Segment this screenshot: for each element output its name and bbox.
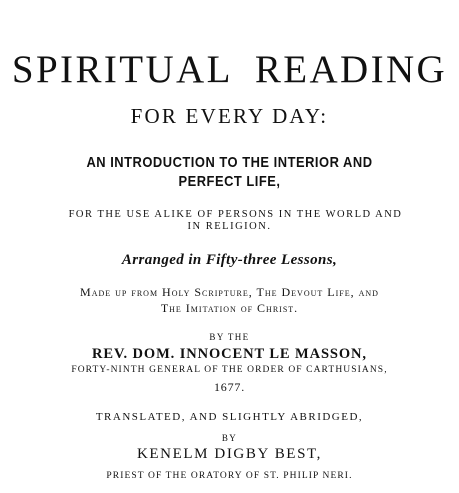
audience-line-1: FOR THE USE ALIKE OF PERSONS IN THE WORLD AND <box>68 209 403 220</box>
book-subtitle: FOR EVERY DAY: <box>130 104 329 128</box>
sources-line-1: Made up from Holy Scripture, The Devout Life, and <box>80 285 379 299</box>
sources-line-2: The Imitation of Christ. <box>160 301 299 315</box>
translator-title: PRIEST OF THE ORATORY OF ST. PHILIP NERI. <box>106 471 353 481</box>
book-title-part2: READING <box>254 48 448 91</box>
translator-name: KENELM DIGBY BEST, <box>136 446 323 462</box>
publication-year: 1677. <box>214 380 245 394</box>
intro-line-2: PERFECT LIFE, <box>178 173 281 190</box>
author-name: REV. DOM. INNOCENT LE MASSON, <box>92 346 367 362</box>
arrangement-line: Arranged in Fifty-three Lessons, <box>121 252 338 268</box>
intro-line-1: AN INTRODUCTION TO THE INTERIOR AND <box>86 154 373 171</box>
book-title-part1: SPIRITUAL <box>11 48 233 91</box>
by-the-label: BY THE <box>209 332 250 342</box>
translation-note: TRANSLATED, AND SLIGHTLY ABRIDGED, <box>95 411 364 423</box>
book-title <box>0 50 459 89</box>
author-title: FORTY-NINTH GENERAL OF THE ORDER OF CARTHUSIANS, <box>71 365 388 375</box>
by-label: BY <box>221 433 238 443</box>
audience-line-2: IN RELIGION. <box>187 221 272 232</box>
